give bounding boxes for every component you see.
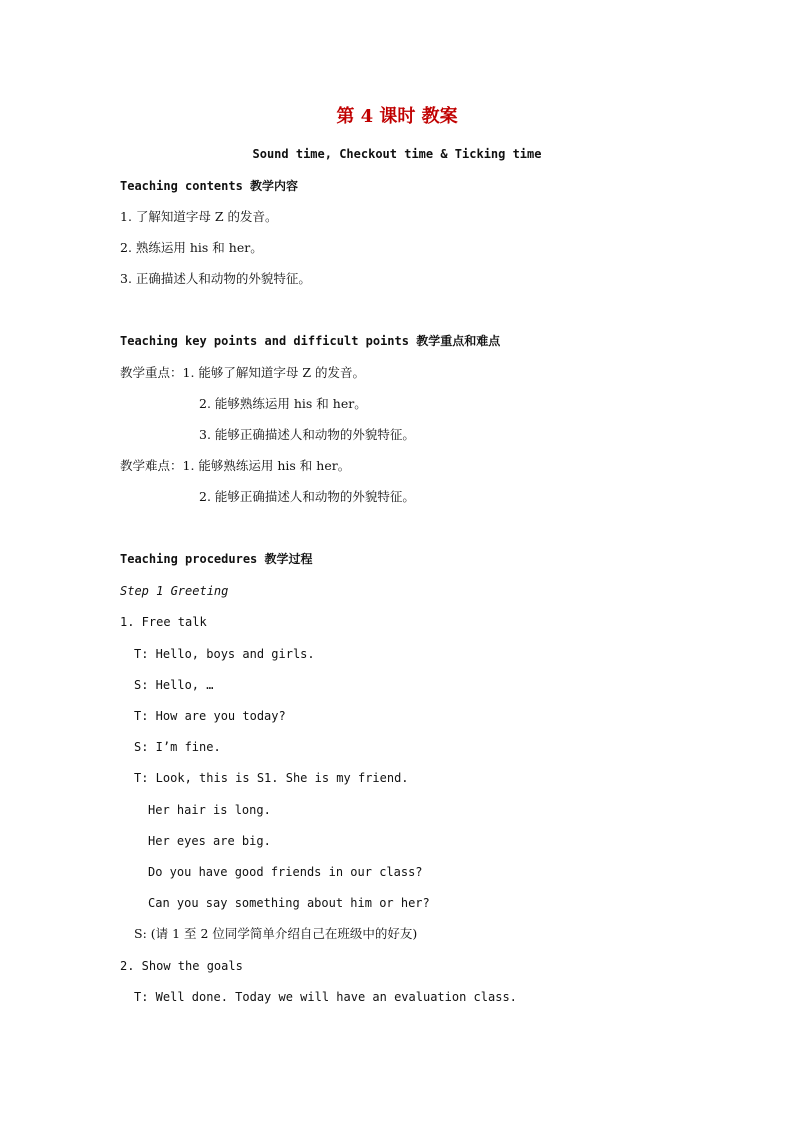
difficult-point-1: 教学难点：1. 能够熟练运用 his 和 her。 <box>120 458 351 473</box>
final-dialogue-line: T: Well done. Today we will have an evaluation class. <box>134 990 517 1004</box>
teacher-line-4: Can you say something about him or her? <box>148 896 430 910</box>
student-note: S: (请 1 至 2 位同学简单介绍自己在班级中的好友) <box>134 926 418 941</box>
difficult-point-2: 2. 能够正确描述人和动物的外貌特征。 <box>199 489 415 504</box>
procedures-heading: Teaching procedures 教学过程 <box>120 552 313 566</box>
dialogue-line-4: S: I’m fine. <box>134 740 221 754</box>
content-item-1: 1. 了解知道字母 Z 的发音。 <box>120 209 278 224</box>
dialogue-line-2: S: Hello, … <box>134 678 214 692</box>
key-point-1: 教学重点：1. 能够了解知道字母 Z 的发音。 <box>120 365 366 380</box>
teacher-line-2: Her eyes are big. <box>148 834 271 848</box>
teaching-contents-heading: Teaching contents 教学内容 <box>120 179 299 193</box>
dialogue-line-5: T: Look, this is S1. She is my friend. <box>134 771 409 785</box>
key-point-2: 2. 能够熟练运用 his 和 her。 <box>199 396 367 411</box>
free-talk-label: 1. Free talk <box>120 615 207 629</box>
step-1-title: Step 1 Greeting <box>120 584 229 598</box>
dialogue-line-1: T: Hello, boys and girls. <box>134 647 315 661</box>
teacher-line-3: Do you have good friends in our class? <box>148 865 423 879</box>
show-goals-label: 2. Show the goals <box>120 959 243 973</box>
content-item-2: 2. 熟练运用 his 和 her。 <box>120 240 263 255</box>
page-title: 第 4 课时 教案 <box>336 106 458 127</box>
key-point-3: 3. 能够正确描述人和动物的外貌特征。 <box>199 427 415 442</box>
page-subtitle: Sound time, Checkout time & Ticking time <box>252 147 542 161</box>
teacher-line-1: Her hair is long. <box>148 803 271 817</box>
content-item-3: 3. 正确描述人和动物的外貌特征。 <box>120 271 311 286</box>
dialogue-line-3: T: How are you today? <box>134 709 286 723</box>
key-points-heading: Teaching key points and difficult points 教学重点和难点 <box>120 334 501 348</box>
